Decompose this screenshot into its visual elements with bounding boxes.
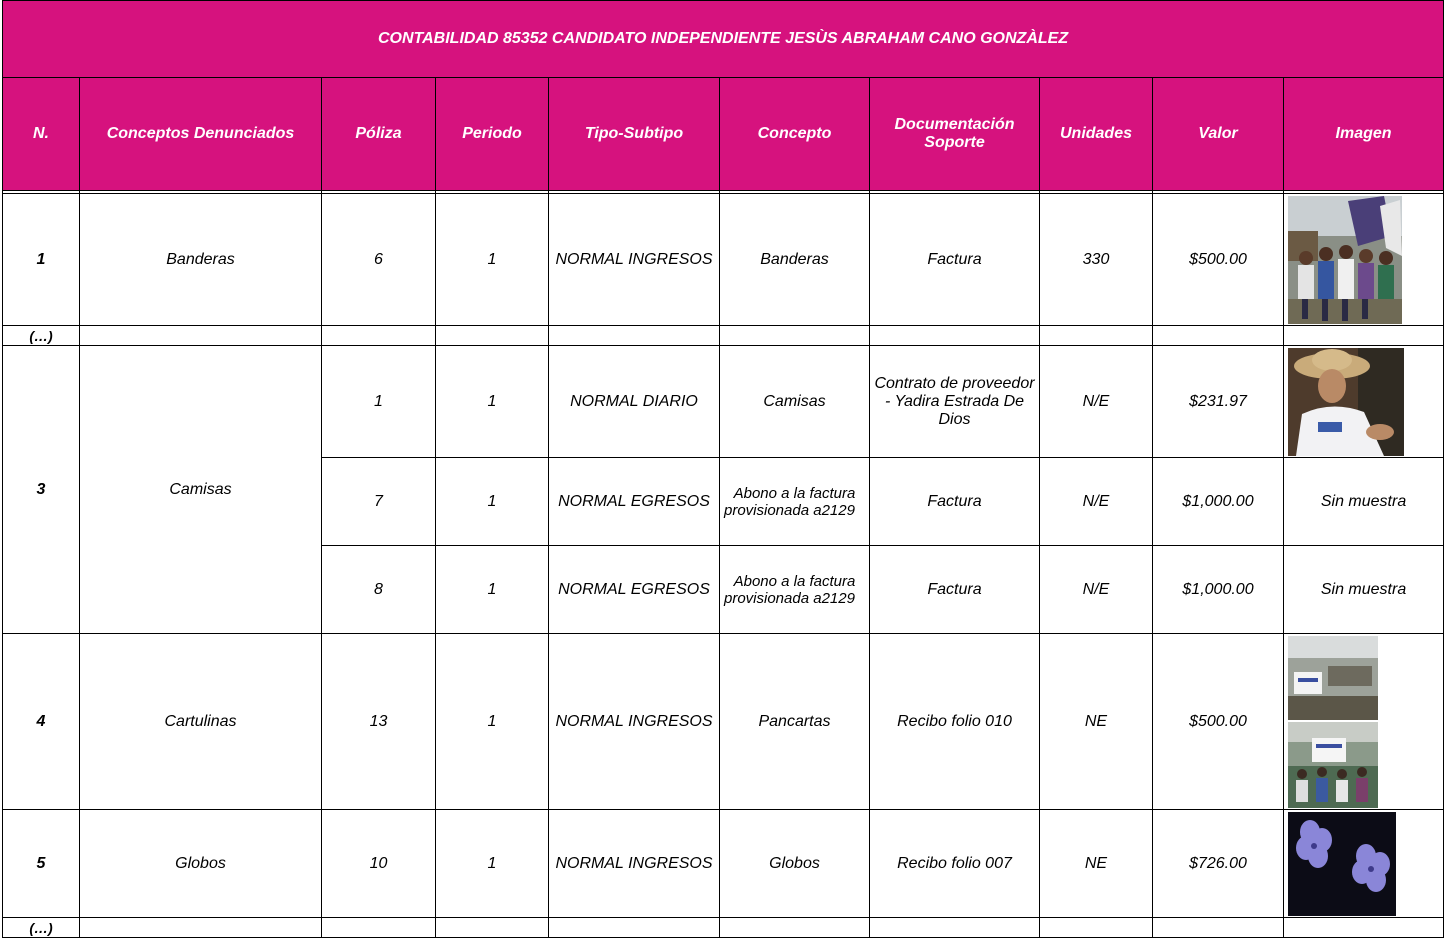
header-imagen: Imagen (1284, 78, 1444, 191)
unidades-cell: NE (1040, 810, 1153, 918)
tipo-cell: NORMAL INGRESOS (549, 194, 720, 326)
header-poliza: Póliza (322, 78, 436, 191)
documentacion-cell: Factura (870, 546, 1040, 634)
ellipsis-marker: (…) (3, 918, 80, 938)
table-title: CONTABILIDAD 85352 CANDIDATO INDEPENDIENTE JESÙS ABRAHAM CANO GONZÀLEZ (3, 1, 1444, 78)
periodo-cell: 1 (436, 546, 549, 634)
header-conceptos: Conceptos Denunciados (80, 78, 322, 191)
poliza-cell: 6 (322, 194, 436, 326)
accounting-table (2, 0, 1444, 938)
image-cell: Sin muestra (1284, 458, 1444, 546)
table-row (3, 810, 1444, 918)
tipo-cell: NORMAL INGRESOS (549, 634, 720, 810)
concepto-cell: Abono a la factura provisionada a2129 (720, 546, 870, 634)
valor-cell: $1,000.00 (1153, 546, 1284, 634)
denounced-concept: Globos (80, 810, 322, 918)
header-periodo: Periodo (436, 78, 549, 191)
image-cell (1284, 634, 1444, 810)
poliza-cell: 8 (322, 546, 436, 634)
periodo-cell: 1 (436, 458, 549, 546)
denounced-concept: Cartulinas (80, 634, 322, 810)
row-number: 4 (3, 634, 80, 810)
header-row (3, 78, 1444, 191)
header-valor: Valor (1153, 78, 1284, 191)
crowd-flags-photo (1288, 196, 1439, 324)
image-cell (1284, 194, 1444, 326)
unidades-cell: N/E (1040, 458, 1153, 546)
table-row (3, 194, 1444, 326)
periodo-cell: 1 (436, 810, 549, 918)
table-row (3, 918, 1444, 938)
header-unidades: Unidades (1040, 78, 1153, 191)
banners-photo (1288, 636, 1439, 808)
denounced-concept: Banderas (80, 194, 322, 326)
header-tipo: Tipo-Subtipo (549, 78, 720, 191)
image-cell (1284, 810, 1444, 918)
tipo-cell: NORMAL DIARIO (549, 346, 720, 458)
concepto-cell: Banderas (720, 194, 870, 326)
header-num: N. (3, 78, 80, 191)
denounced-concept: Camisas (80, 346, 322, 634)
valor-cell: $500.00 (1153, 634, 1284, 810)
valor-cell: $231.97 (1153, 346, 1284, 458)
row-number: 3 (3, 346, 80, 634)
concepto-cell: Camisas (720, 346, 870, 458)
table-row (3, 346, 1444, 458)
valor-cell: $1,000.00 (1153, 458, 1284, 546)
concepto-cell: Abono a la factura provisionada a2129 (720, 458, 870, 546)
periodo-cell: 1 (436, 634, 549, 810)
table-row (3, 326, 1444, 346)
documentacion-cell: Factura (870, 458, 1040, 546)
row-number: 5 (3, 810, 80, 918)
header-concepto: Concepto (720, 78, 870, 191)
unidades-cell: NE (1040, 634, 1153, 810)
documentacion-cell: Recibo folio 007 (870, 810, 1040, 918)
periodo-cell: 1 (436, 194, 549, 326)
tipo-cell: NORMAL EGRESOS (549, 458, 720, 546)
valor-cell: $726.00 (1153, 810, 1284, 918)
tipo-cell: NORMAL INGRESOS (549, 810, 720, 918)
unidades-cell: N/E (1040, 546, 1153, 634)
header-documentacion: Documentación Soporte (870, 78, 1040, 191)
poliza-cell: 13 (322, 634, 436, 810)
tipo-cell: NORMAL EGRESOS (549, 546, 720, 634)
documentacion-cell: Factura (870, 194, 1040, 326)
periodo-cell: 1 (436, 346, 549, 458)
concepto-cell: Pancartas (720, 634, 870, 810)
row-number: 1 (3, 194, 80, 326)
poliza-cell: 1 (322, 346, 436, 458)
poliza-cell: 7 (322, 458, 436, 546)
man-hat-photo (1288, 348, 1439, 456)
ellipsis-marker: (…) (3, 326, 80, 346)
unidades-cell: 330 (1040, 194, 1153, 326)
valor-cell: $500.00 (1153, 194, 1284, 326)
image-cell (1284, 346, 1444, 458)
documentacion-cell: Contrato de proveedor - Yadira Estrada De Dios (870, 346, 1040, 458)
poliza-cell: 10 (322, 810, 436, 918)
unidades-cell: N/E (1040, 346, 1153, 458)
balloons-photo (1288, 812, 1439, 916)
documentacion-cell: Recibo folio 010 (870, 634, 1040, 810)
concepto-cell: Globos (720, 810, 870, 918)
table-row (3, 634, 1444, 810)
image-cell: Sin muestra (1284, 546, 1444, 634)
